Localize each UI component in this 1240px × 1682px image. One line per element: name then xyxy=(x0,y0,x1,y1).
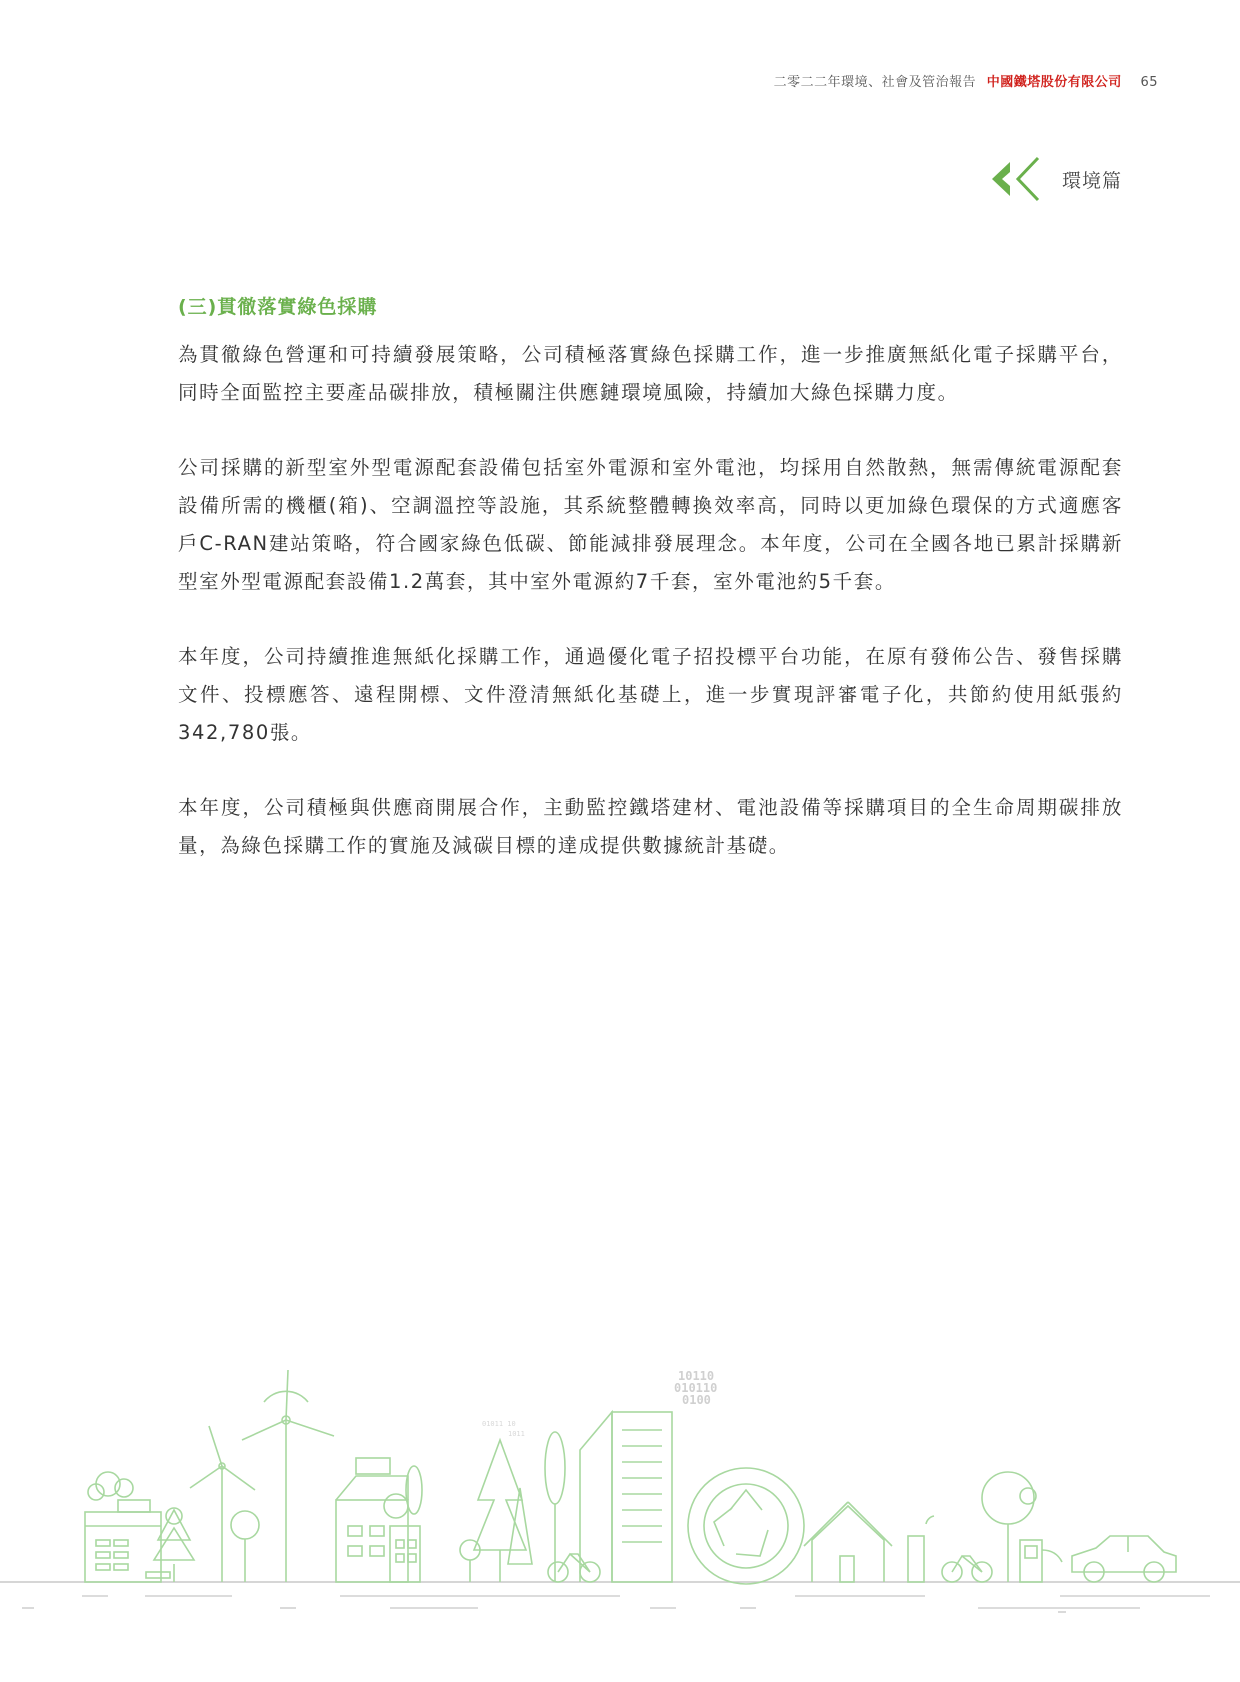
house-icon xyxy=(804,1502,892,1582)
wind-turbine-icon xyxy=(190,1370,334,1582)
paragraph-3: 本年度，公司持續推進無紙化採購工作，通過優化電子招投標平台功能，在原有發佈公告、發售採購文件、投標應答、遠程開標、文件澄清無紙化基礎上，進一步實現評審電子化，共節約使用紙張約342,780張。 xyxy=(178,645,1123,744)
report-title: 二零二二年環境、社會及管治報告 xyxy=(773,75,977,90)
tall-building-icon xyxy=(580,1412,672,1582)
double-chevron-left-icon xyxy=(988,156,1048,202)
company-name: 中國鐵塔股份有限公司 xyxy=(986,75,1122,90)
paragraph-1: 為貫徹綠色營運和可持續發展策略，公司積極落實綠色採購工作，進一步推廣無紙化電子採購平台，同時全面監控主要產品碳排放，積極關注供應鏈環境風險，持續加大綠色採購力度。 xyxy=(178,343,1123,404)
paragraph-2: 公司採購的新型室外型電源配套設備包括室外電源和室外電池，均採用自然散熱，無需傳統電源配套設備所需的機櫃(箱)、空調溫控等設施，其系統整體轉換效率高，同時以更加綠色環保的方式適應客戶C-RAN建站策略，符合國家綠色低碳、節能減排發展理念。本年度，公司在全國各地已累計採購新型室外型電源配套設備1.2萬套，其中室外電源約7千套，室外電池約5千套。 xyxy=(178,456,1123,593)
binary-text: 1011 xyxy=(508,1430,525,1438)
binary-text: 010110 xyxy=(674,1381,718,1395)
page-number: 65 xyxy=(1140,75,1158,90)
section-label: 環境篇 xyxy=(1061,169,1122,192)
binary-text: 0100 xyxy=(682,1393,711,1407)
bicycle-icon xyxy=(942,1556,992,1582)
page-header xyxy=(774,71,1158,90)
house-solar-icon xyxy=(336,1458,422,1582)
electric-car-icon xyxy=(1072,1536,1176,1582)
apartment-building-icon xyxy=(85,1472,170,1582)
binary-text: 01011 10 xyxy=(482,1420,516,1428)
section-tag xyxy=(988,156,1122,202)
pine-tree-icon xyxy=(154,1508,194,1582)
section-heading: (三)貫徹落實綠色採購 xyxy=(178,296,378,318)
main-content xyxy=(178,292,1123,902)
recycle-icon xyxy=(688,1468,804,1584)
binary-text: 10110 xyxy=(678,1369,715,1383)
green-city-illustration xyxy=(0,1350,1240,1630)
paragraph-4: 本年度，公司積極與供應商開展合作，主動監控鐵塔建材、電池設備等採購項目的全生命周期碳排放量，為綠色採購工作的實施及減碳目標的達成提供數據統計基礎。 xyxy=(178,796,1123,857)
ev-charger-icon xyxy=(1020,1540,1062,1582)
